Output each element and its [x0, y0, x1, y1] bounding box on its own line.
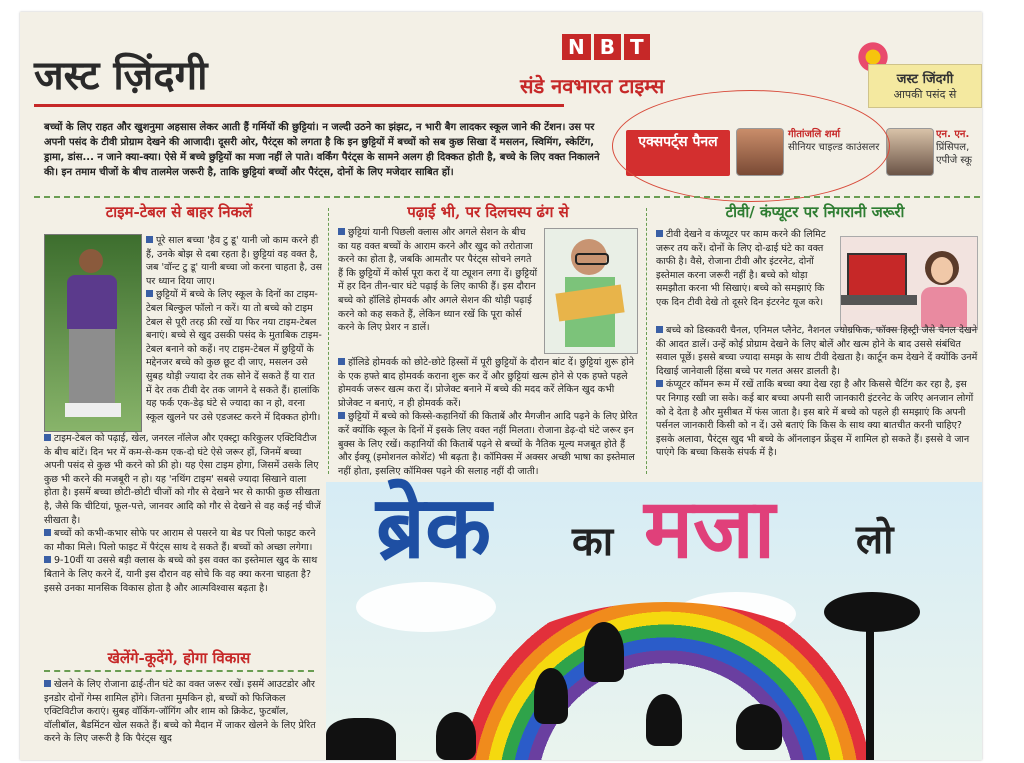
boy-jeans-shape — [69, 329, 115, 405]
col1-paragraph-3 — [44, 678, 316, 758]
laptop-base-icon — [841, 295, 917, 305]
column-separator-1 — [328, 208, 329, 474]
col3-heading: टीवी/ कंप्यूटर पर निगरानी जरूरी — [725, 203, 905, 221]
col2-paragraph-2 — [338, 356, 638, 476]
experts-panel-label: एक्सपर्ट्स पैनल — [626, 130, 730, 176]
header-rule — [34, 104, 564, 107]
bullet-icon — [338, 412, 345, 419]
bullet-icon — [338, 358, 345, 365]
section-title: जस्ट ज़िंदगी — [34, 52, 208, 99]
col1-p3-text: टाइम-टेबल को पढ़ाई, खेल, जनरल नॉलेज और एक्स्ट्रा करिकुलर एक्टिविटीज के बीच बांटें। दिन भर में कम-से-कम एक-दो घंटे ऐसे जरूर हों, जिनमें बच्चा अपनी पसंद से कुछ भी करने को फ्री हो। यह ऐसा टाइम होगा, जिसमें उसके लिए कुछ भी करने की मजबूरी न हो। यह 'नथिंग टाइम' सबसे ज्यादा सिखाने वाला होता है। इसमें बच्चा छोटी-छोटी चीजों को गौर से देखने भर से काफी कुछ सीखता है, जैसे कि चीटियां, फूल-पत्ते, जानवर आदि को गौर से देखने से वह कई नई चीजें सीखता है। — [44, 433, 321, 526]
jumping-child-silhouette — [584, 622, 624, 682]
bullet-icon — [44, 529, 51, 536]
bullet-icon — [146, 236, 153, 243]
banner-word-3: मजा — [644, 482, 776, 577]
child-silhouette — [436, 712, 476, 760]
expert2-info — [936, 128, 982, 167]
girl-shirt-shape — [921, 287, 967, 327]
bullet-icon — [338, 228, 345, 235]
col3-paragraph-2 — [656, 324, 978, 474]
logo-letter-t: T — [624, 34, 650, 60]
col1-paragraph-2 — [44, 432, 322, 646]
palm-trunk-shape — [866, 612, 874, 760]
col2-paragraph-1 — [338, 226, 538, 360]
banner-word-1: ब्रेक — [376, 478, 492, 578]
banner-word-4: लो — [856, 517, 894, 563]
col2-heading: पढ़ाई भी, पर दिलचस्प ढंग से — [407, 203, 569, 221]
bullet-icon — [44, 434, 51, 441]
girl-laptop-photo — [840, 236, 978, 330]
boy-photo — [44, 234, 142, 432]
bullet-icon — [656, 230, 663, 237]
col2-p2-text: हॉलिडे होमवर्क को छोटे-छोटे हिस्सों में पूरी छुट्टियों के दौरान बांट दें। छुट्टियां शुरू होने के एक हफ्ते बाद होमवर्क कराना शुरू कर दें और छुट्टियां खत्म होने से एक हफ्ते पहले होमवर्क जरूर खत्म करा दें। प्रोजेक्ट बनाने में बच्चे की मदद करें लेकिन खुद कभी प्रोजेक्ट न बनाएं, न ही होमवर्क करें। — [338, 357, 634, 409]
child-silhouette — [646, 694, 682, 746]
expert2-photo — [886, 128, 934, 176]
col1-p4-text: बच्चों को कभी-कभार सोफे पर आराम से पसरने या बेड पर पिलो फाइट करने का मौका मिले। पिलो फाइट में पैरंट्स साथ दे सकते हैं। बच्चों को अच्छा लगेगा। — [44, 528, 316, 553]
col1-p5-text: 9-10वीं या उससे बड़ी क्लास के बच्चे को इस वक्त का इस्तेमाल खुद के साथ बिताने के लिए करने दें, यानी इस दौरान वह सोचे कि वह क्या करना चाहता है? इससे उनका मानसिक विकास होता है और आत्मविश्वास बढ़ता है। — [44, 555, 318, 594]
col2-p3-text: छुट्टियों में बच्चे को किस्से-कहानियों की किताबें और मैगजीन आदि पढ़ने के लिए प्रेरित करें क्योंकि स्कूल के दिनों में इसके लिए वक्त नहीं मिलता। रोजाना डेढ़-दो घंटे जरूर इन बुक्स के लिए रखें। कहानियों की किताबें पढ़ने से बच्चों के नैतिक मूल्य मजबूत होते हैं और ईक्यू (इमोशनल कोशेंट) भी बढ़ता है। कॉमिक्स में अक्सर अच्छी भाषा का इस्तेमाल नहीं होता, इसलिए कॉमिक्स पढ़ने की सलाह नहीं दी जाती। — [338, 411, 638, 476]
badge-subtitle: आपकी पसंद से — [893, 88, 957, 101]
col3-p3-text: कंप्यूटर कॉमन रूम में रखें ताकि बच्चा क्या देख रहा है और किससे चैटिंग कर रहा है, इस पर निगाह रखी जा सके। कई बार बच्चा अपनी सारी जानकारी इंटरनेट के जरिए अनजान लोगों को दे देता है और मुसीबत में फंस जाता है। इस बारे में बच्चे को पहले ही समझाएं कि अपनी पर्सनल जानकारी किसी को न दें। उसे बताएं कि किस के साथ क्या बातचीत करनी चाहिए? इसके अलावा, पैरंट्स खुद भी बच्चे के ऑनलाइन फ्रेंड्स में शामिल हो सकते हैं। इससे वे जान पाएंगे कि बच्चा किसके संपर्क में है। — [656, 379, 974, 459]
col3-p2-text: बच्चे को डिस्कवरी चैनल, एनिमल प्लैनेट, नैशनल ज्योग्रफिक, फॉक्स हिस्ट्री जैसे चैनल देखने की आदत डालें। उन्हें कोई प्रोग्राम देखने के लिए बोलें और खत्म होने के बाद उससे संबंधित सवाल पूछें। इससे बच्चा ज्यादा समझ के साथ टीवी देखता है। कार्टून कम देखने दें क्योंकि उनमें दिखाई जानेवाली हिंसा बच्चे पर गलत असर डालती है। — [656, 325, 978, 377]
expert2-name: एन. एन. — [936, 129, 970, 140]
columns-top-rule — [34, 196, 980, 198]
reading-boy-photo — [544, 228, 638, 354]
bullet-icon — [44, 556, 51, 563]
col1-sub-rule — [44, 670, 314, 672]
glasses-icon — [575, 253, 609, 265]
col1-subheading: खेलेंगे-कूदेंगे, होगा विकास — [107, 649, 251, 667]
expert2-role: प्रिंसिपल, एपीजे स्कू — [936, 142, 972, 166]
col1-paragraph-1 — [146, 234, 322, 428]
expert1-role: सीनियर चाइल्ड काउंसलर — [788, 142, 880, 153]
logo-letter-b: B — [594, 34, 621, 60]
col1-heading: टाइम-टेबल से बाहर निकलें — [105, 203, 253, 221]
expert1-name: गीतांजलि शर्मा — [788, 129, 841, 140]
banner-word-2: का — [572, 519, 614, 565]
nbt-logo — [562, 34, 650, 60]
col1-p1-text: पूरे साल बच्चा 'हैव टु डू' यानी जो काम करने ही हैं, उनके बोझ से दबा रहता है। छुट्टियां वह वक्त है, जब 'वॉन्ट टु डू' यानी बच्चा जो करना चाहता है, उस पर ध्यान दिया जाए। — [146, 235, 322, 287]
child-silhouette — [534, 668, 568, 724]
intro-paragraph: बच्चों के लिए राहत और खुशनुमा अहसास लेकर आती हैं गर्मियों की छुट्टियां। न जल्दी उठने का झंझट, न भारी बैग लादकर स्कूल जाने की टेंशन। उस पर अपनी पसंद के टीवी प्रोग्राम देखने की आजादी। दूसरी ओर, पैरंट्स को लगता है कि इन छुट्टियों में बच्चों को सब कुछ सिखा दें मसलन, स्विमिंग, स्केटिंग, ड्रामा, डांस... न जाने क्या-क्या। ऐसे में बच्चे छुट्टियों का मजा नहीं ले पाते। वर्किंग पैरंट्स के सामने अलग ही दिक्कत होती है, बच्चे के लिए वक्त निकालने की। इन तमाम चीजों के बीच तालमेल जरूरी है, ताकि छुट्टियां बच्चों और पैरंट्स, दोनों के लिए मजेदार साबित हों। — [44, 122, 600, 178]
palm-leaves-shape — [824, 592, 920, 632]
column-separator-2 — [646, 208, 647, 474]
cloud-shape — [356, 582, 496, 632]
bullet-icon — [44, 680, 51, 687]
bullet-icon — [146, 290, 153, 297]
newspaper-page — [20, 12, 982, 760]
boy-head-shape — [79, 249, 103, 273]
annotation-ellipse — [612, 90, 890, 202]
bullet-icon — [656, 380, 663, 387]
col1-p6-text: खेलने के लिए रोजाना ढाई-तीन घंटे का वक्त जरूर रखें। इसमें आउटडोर और इनडोर दोनों गेम्स शामिल होंगे। जितना मुमकिन हो, बच्चों को फिजिकल एक्टिविटीज कराएं। सुबह वॉकिंग-जॉगिंग और शाम को क्रिकेट, फुटबॉल, वॉलीबॉल, बैडमिंटन खेल सकते हैं। बच्चे को मैदान में जाकर खेलने के लिए प्रेरित करने के लिए जरूरी है कि पैरंट्स खुद — [44, 679, 316, 745]
bullet-icon — [656, 326, 663, 333]
badge-title: जस्ट जिंदगी — [896, 72, 954, 87]
col3-p1-text: टीवी देखने व कंप्यूटर पर काम करने की लिमिट जरूर तय करें। दोनों के लिए दो-ढाई घंटे का वक्त काफी है। वैसे, रोजाना टीवी और इंटरनेट, दोनों इस्तेमाल करना जरूरी नहीं है। बच्चे को थोड़ा समझौता करना भी सिखाएं। बच्चे को समझाएं कि एक दिन टीवी देखे तो दूसरे दिन इंटरनेट यूज करे। — [656, 229, 826, 308]
col2-p1-text: छुट्टियां यानी पिछली क्लास और अगले सेशन के बीच का यह वक्त बच्चों के आराम करने और खुद को तरोताजा करने का होता है, जबकि आमतौर पर पैरंट्स सोचने लगते हैं कि छुट्टियों में कोर्स पूरा करा दें या ट्यूशन लगा दें। छुट्टियों में हर दिन तीन-चार घंटे पढ़ाई के लिए काफी हैं। इस दौरान बच्चे को हॉलिडे होमवर्क और अगले सेशन की थोड़ी पढ़ाई करने को कह सकते हैं, लेकिन ध्यान रखें कि पूरा कोर्स करने के लिए प्रेशर न डालें। — [338, 227, 538, 334]
boy-shirt-shape — [67, 275, 117, 329]
child-silhouette — [326, 718, 396, 760]
newspaper-name: संडे नवभारत टाइम्स — [520, 74, 665, 98]
boy-shoes-shape — [65, 403, 121, 417]
section-badge — [868, 64, 982, 108]
col1-p2-text: छुट्टियों में बच्चे के लिए स्कूल के दिनों का टाइम-टेबल बिल्कुल फॉलो न करें। या तो बच्चे को टाइम टेबल से पूरी तरह फ्री रखें या फिर नया टाइम-टेबल बनाएं। बच्चे से खुद उसकी पसंद के मुताबिक टाइम-टेबल बनाने को कहें। नए टाइम-टेबल में छुट्टियों के मद्देनजर बच्चे को कुछ छूट दी जाए, मसलन उसे सुबह थोड़ी ज्यादा देर तक सोने दें सकते हैं या रात में देर तक टीवी देर तक जागने दे सकते हैं। हालांकि यह फर्क एक-डेढ़ घंटे से ज्यादा का न हो, वरना स्कूल खुलने पर उसे एडजस्ट करने में दिक्कत होगी। — [146, 289, 322, 423]
girl-face-shape — [931, 257, 953, 283]
child-silhouette — [736, 704, 782, 750]
col3-paragraph-1 — [656, 228, 836, 322]
laptop-screen-icon — [847, 253, 907, 297]
logo-letter-n: N — [562, 34, 591, 60]
